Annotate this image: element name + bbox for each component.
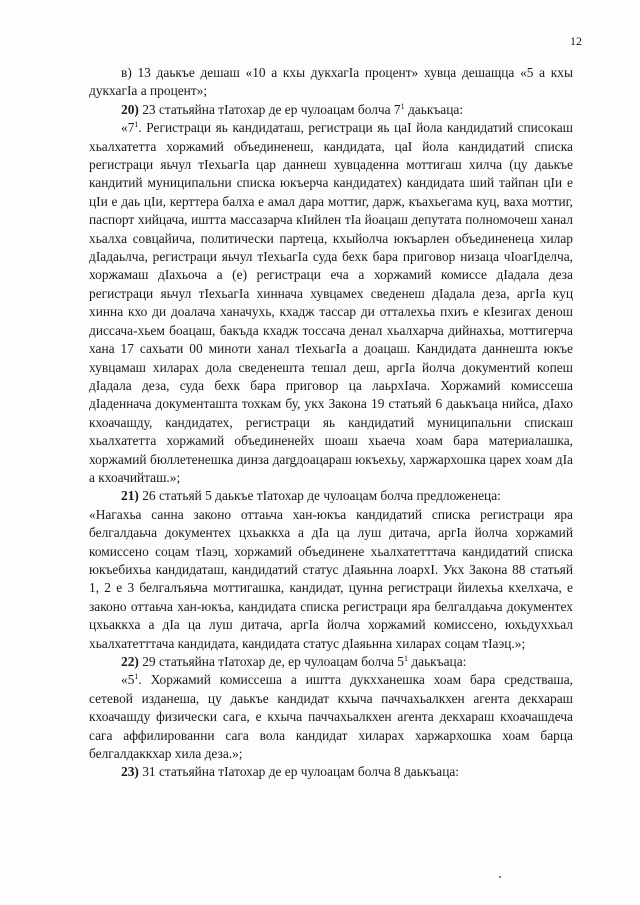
quote-prefix: «5 [121,672,135,688]
paragraph-text: в) 13 даькъе дешаш «10 а кхы дукхагIа процент» хувца дешащца «5 а кхы дукхагIа а процент»; [89,65,573,99]
amendment-number: 20) [121,101,139,117]
superscript: 1 [400,101,405,111]
page-number: 12 [570,34,582,48]
paragraph-text: 31 статьяйна тIатохар де ер чулоацам болча 8 даькъаца: [138,764,460,780]
paragraph-amendment-23 [89,763,573,781]
paragraph-text: даькъаца: [407,654,467,669]
paragraph-text: . Хоржамий комиссеша а иштта дукхханешка хоам бара средствашa, сетевой изданеша, цу даькъе кандидат кхыча паччахьалкхен агента декхараш кхоачашду физически сага, е кхыча паччахьалкхен агента декхараш кхоачашдеча сага аффилированни сага вола кандидат хиларах харжархошка хоам барца белгалдаккхар хила деза.»; [89,672,573,762]
paragraph-quote-7-1 [89,119,573,487]
amendment-number: 23) [121,764,139,780]
document-body [89,64,573,782]
paragraph-text: 29 статьяйна тIатохар де, ер чулоацам болча 5 [138,654,404,669]
paragraph-quote-21 [89,506,573,653]
paragraph-amendment-21 [89,487,573,505]
superscript: 1 [403,654,408,663]
amendment-number: 21) [121,488,139,504]
paragraph-text: . Регистраци яь кандидаташ, регистраци яь цаI йола кандидатий списокаш хьалхатетта хоржамий объединенеш, кандидата, цаI йола кандидатий списка регистраци яьчул тIехьагIа цар даннеш хувцаденна моттигаш хилча (цу даькъе кандитий муниципальни списка юкъерча кандидатех) кандидата ший тайпан цIи е цIи е даь цIи, керттера балха е амал дара моттиг, дарж, къахьегама куц, ваха моттиг, паспорт хийцача, иштта массазарча кIийлен тIа йоацаш депутата полномочеш ханал хьалха совцайича, политически партеца, кхыйолча юкъарлен объединенеца хилар дIадаьлча, регистраци яьчул тIехьагIа суда бехк бара приговор низаца чIоагIделча, хоржамаш дIахьоча а (е) регистраци еча а хоржамий комиссе дIадала деза регистраци яьчул тIехьагIа хиннача хувцамех сведенеш дIадала деза, аргIа куц хинна кхо ди доалача ханачухь, кхадж тассар ди отталехьа пхиъ е кIезигах денош диссача-хьем боацаш, бакъда кхадж тоссача денал хьалхарча дийнахьа, моттигерча хана 17 сахьати 00 минoти ханал тIехьагIа а доацаш. Кандидата даннешта юкъе хувцамаш хиларах дола сведенешта тешал деш, аргIа йолча документий копеш дIадала деза, суда бехк бара приговор ца лаьрхIача. Хоржамий комиссеша дIаденнача документашта тохкам бу, укх Закона 19 статьяй 6 даькъаца нийса, дIахо кхоачашду, кандидатех, регистраци яь кандидатий муниципальни спискаш хьалхатетта хоржамий объединенейх шоаш хьаеча хоам бара материалашка, хоржамий бюллетенешка динза дargдоацараш юкъехьу, харжархошка царех хоам дIа а кхоачийташ.»; [89,120,573,485]
paragraph-amendment-22 [89,653,573,671]
scan-speck [499,876,501,878]
amendment-number: 22) [121,654,139,669]
paragraph-text: «Нагахьа санна законо оттаьча хан-юкъа кандидатий списка регистраци яра белгалдаьча документех цхьаккха а дIа ца луш дитача, аргIа йолча хоржамий комиссено соцам тIаэц, хоржамий объединене хьалхатетттача кандидатий списка юкъебихьа кандидаташ, кандидатий статус дIаяьнна лоархI. Укх Закона 88 статьяй 1, 2 е 3 белгалъяьча моттигашка, кандидат, цунна регистраци йилехьа кхелхача, е законо оттаьча хан-юкъа, кандидата списка регистраци яра белгалдаьча документех цхьаккха а дIа ца луш дитача, аргIа йолча хоржамий комиссено, юхьдуххьал хьалхатетттача кандидата, кандидата статус дIаяьнна хиларах соцам тIаэц.»; [89,506,573,651]
paragraph-item-v [89,64,573,101]
quote-prefix: «7 [121,120,135,136]
paragraph-text: 23 статьяйна тIатохар де ер чулоацам болча 7 [138,101,401,117]
paragraph-amendment-20 [89,101,573,119]
paragraph-text: даькъаца: [404,101,464,117]
paragraph-quote-5-1 [89,671,573,763]
superscript: 1 [134,672,139,682]
superscript: 1 [134,120,139,130]
paragraph-text: 26 статьяй 5 даькъе тIатохар де чулоацам болча предложенеца: [138,488,501,504]
